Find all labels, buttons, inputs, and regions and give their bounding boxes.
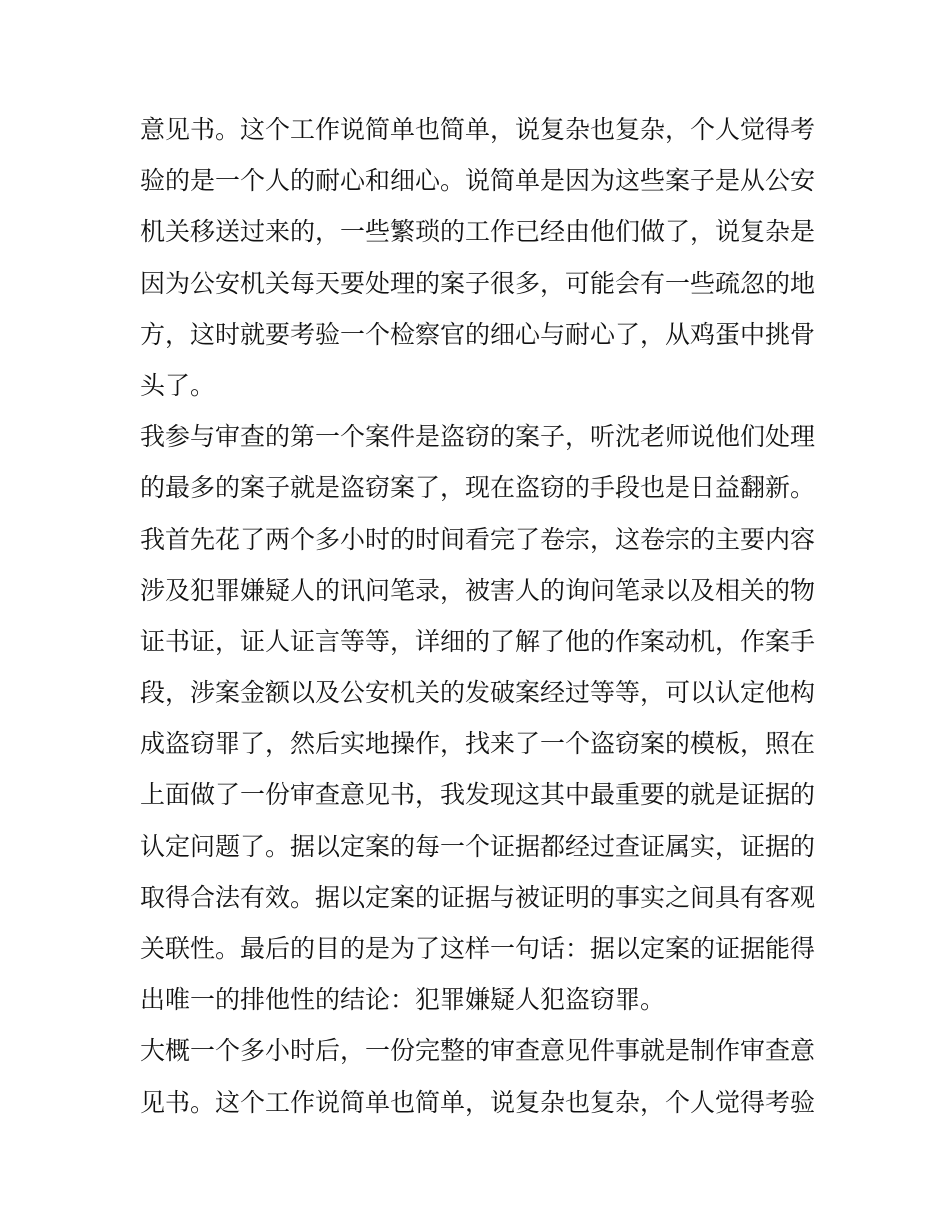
text-line: 取得合法有效。据以定案的证据与被证明的事实之间具有客观 — [140, 882, 816, 912]
text-line: 段，涉案金额以及公安机关的发破案经过等等，可以认定他构 — [140, 678, 816, 708]
text-line: 机关移送过来的，一些繁琐的工作已经由他们做了，说复杂是 — [140, 217, 816, 247]
text-line: 因为公安机关每天要处理的案子很多，可能会有一些疏忽的地 — [140, 268, 816, 298]
paragraph-2 — [140, 411, 816, 513]
text-line: 认定问题了。据以定案的每一个证据都经过查证属实，证据的 — [140, 831, 816, 861]
text-line: 我首先花了两个多小时的时间看完了卷宗，这卷宗的主要内容 — [140, 524, 816, 554]
paragraph-3 — [140, 514, 816, 1026]
text-line: 方，这时就要考验一个检察官的细心与耐心了，从鸡蛋中挑骨 — [140, 319, 816, 349]
text-line: 关联性。最后的目的是为了这样一句话：据以定案的证据能得 — [140, 934, 816, 963]
text-line: 证书证，证人证言等等，详细的了解了他的作案动机，作案手 — [140, 626, 816, 656]
text-line: 出唯一的排他性的结论：犯罪嫌疑人犯盗窃罪。 — [140, 985, 666, 1015]
paragraph-4 — [140, 1025, 816, 1127]
text-line: 成盗窃罪了，然后实地操作，找来了一个盗窃案的模板，照在 — [140, 729, 816, 759]
body-text — [140, 104, 816, 1128]
text-line: 上面做了一份审查意见书，我发现这其中最重要的就是证据的 — [140, 780, 816, 810]
text-line: 我参与审查的第一个案件是盗窃的案子，听沈老师说他们处理 — [140, 422, 816, 452]
paragraph-1 — [140, 104, 816, 411]
text-line: 意见书。这个工作说简单也简单，说复杂也复杂，个人觉得考 — [140, 115, 816, 144]
text-line: 见书。这个工作说简单也简单，说复杂也复杂，个人觉得考验 — [140, 1087, 816, 1117]
text-line: 的最多的案子就是盗窃案了，现在盗窃的手段也是日益翻新。 — [140, 473, 816, 503]
text-line: 头了。 — [140, 370, 216, 400]
text-line: 大概一个多小时后，一份完整的审查意见件事就是制作审查意 — [140, 1036, 816, 1066]
text-line: 验的是一个人的耐心和细心。说简单是因为这些案子是从公安 — [140, 166, 816, 196]
text-line: 涉及犯罪嫌疑人的讯问笔录，被害人的询问笔录以及相关的物 — [140, 575, 816, 605]
